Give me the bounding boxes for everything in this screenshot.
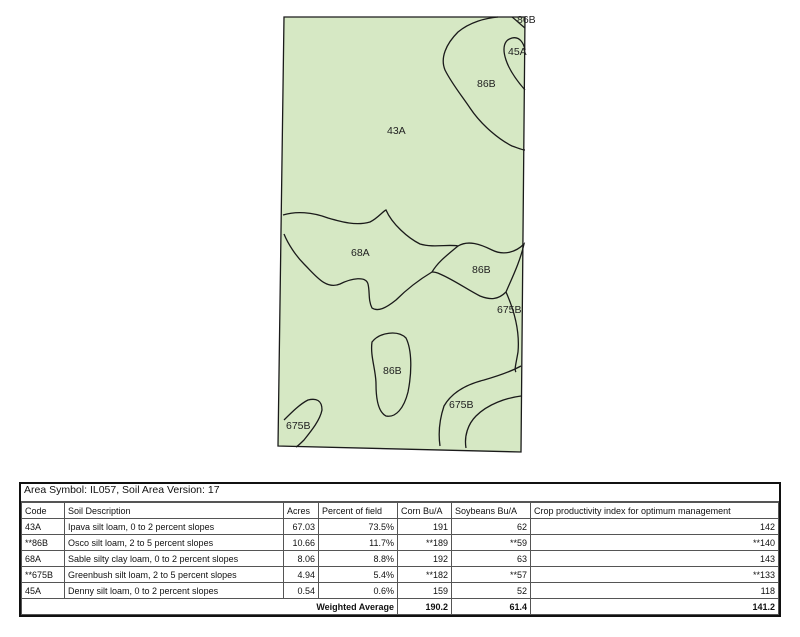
table-caption: Area Symbol: IL057, Soil Area Version: 17 xyxy=(21,484,779,502)
table-row xyxy=(22,583,779,599)
header-acres: Acres xyxy=(284,503,319,519)
header-soybeans: Soybeans Bu/A xyxy=(452,503,531,519)
cell-acres: 0.54 xyxy=(284,583,319,599)
table-row xyxy=(22,519,779,535)
cell-soybeans: **57 xyxy=(452,567,531,583)
map-label-86b-corner: 86B xyxy=(517,14,536,26)
cell-soybeans: 63 xyxy=(452,551,531,567)
cell-corn: 191 xyxy=(398,519,452,535)
cell-code: 43A xyxy=(22,519,65,535)
cell-percent: 73.5% xyxy=(319,519,398,535)
cell-code: 45A xyxy=(22,583,65,599)
cell-acres: 8.06 xyxy=(284,551,319,567)
cell-corn: **189 xyxy=(398,535,452,551)
cell-soybeans: 52 xyxy=(452,583,531,599)
header-soil-description: Soil Description xyxy=(65,503,284,519)
cell-cpi: 142 xyxy=(531,519,779,535)
map-label-45a: 45A xyxy=(508,46,527,58)
cell-cpi: 143 xyxy=(531,551,779,567)
map-label-86b-island: 86B xyxy=(383,365,402,377)
header-corn: Corn Bu/A xyxy=(398,503,452,519)
map-label-68a: 68A xyxy=(351,247,370,259)
cell-code: **675B xyxy=(22,567,65,583)
cell-corn: 159 xyxy=(398,583,452,599)
cell-cpi: **133 xyxy=(531,567,779,583)
cell-description: Greenbush silt loam, 2 to 5 percent slopes xyxy=(65,567,284,583)
map-label-675b-southwest: 675B xyxy=(286,420,311,432)
cell-description: Sable silty clay loam, 0 to 2 percent slopes xyxy=(65,551,284,567)
weighted-average-label: Weighted Average xyxy=(22,599,398,615)
cell-percent: 11.7% xyxy=(319,535,398,551)
map-label-43a: 43A xyxy=(387,125,406,137)
cell-code: **86B xyxy=(22,535,65,551)
cell-percent: 5.4% xyxy=(319,567,398,583)
table-row xyxy=(22,535,779,551)
header-code: Code xyxy=(22,503,65,519)
cell-percent: 8.8% xyxy=(319,551,398,567)
cell-code: 68A xyxy=(22,551,65,567)
cell-percent: 0.6% xyxy=(319,583,398,599)
map-label-675b-east: 675B xyxy=(497,304,522,316)
cell-soybeans: 62 xyxy=(452,519,531,535)
cell-description: Denny silt loam, 0 to 2 percent slopes xyxy=(65,583,284,599)
cell-cpi: **140 xyxy=(531,535,779,551)
map-label-675b-southeast: 675B xyxy=(449,399,474,411)
header-percent-of-field: Percent of field xyxy=(319,503,398,519)
cell-acres: 4.94 xyxy=(284,567,319,583)
soil-table xyxy=(19,482,781,617)
cell-corn: 192 xyxy=(398,551,452,567)
cell-acres: 67.03 xyxy=(284,519,319,535)
weighted-average-soybeans: 61.4 xyxy=(452,599,531,615)
weighted-average-corn: 190.2 xyxy=(398,599,452,615)
weighted-average-cpi: 141.2 xyxy=(531,599,779,615)
map-label-86b-east: 86B xyxy=(472,264,491,276)
table-row xyxy=(22,551,779,567)
map-label-86b-north: 86B xyxy=(477,78,496,90)
soil-data-table xyxy=(21,502,779,615)
cell-soybeans: **59 xyxy=(452,535,531,551)
cell-acres: 10.66 xyxy=(284,535,319,551)
weighted-average-row xyxy=(22,599,779,615)
table-row xyxy=(22,567,779,583)
table-header-row xyxy=(22,503,779,519)
cell-corn: **182 xyxy=(398,567,452,583)
cell-cpi: 118 xyxy=(531,583,779,599)
header-cpi: Crop productivity index for optimum management xyxy=(531,503,779,519)
cell-description: Osco silt loam, 2 to 5 percent slopes xyxy=(65,535,284,551)
cell-description: Ipava silt loam, 0 to 2 percent slopes xyxy=(65,519,284,535)
